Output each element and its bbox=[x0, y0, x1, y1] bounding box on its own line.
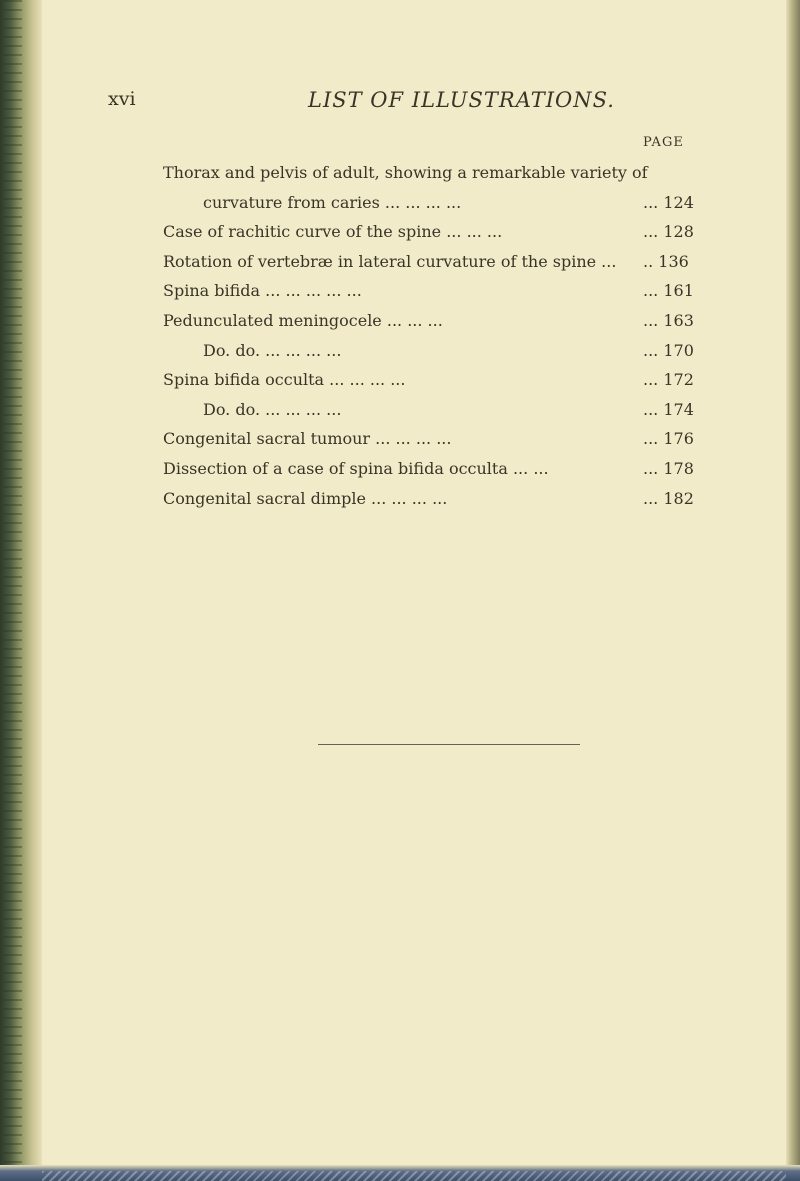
page-column-label: PAGE bbox=[643, 135, 684, 150]
list-item bbox=[0, 188, 800, 218]
entry-page: ... 172 bbox=[643, 370, 694, 390]
entry-title: Dissection of a case of spina bifida occulta ... ... bbox=[163, 458, 549, 478]
entry-title: Do. do. ... ... ... ... bbox=[203, 399, 342, 419]
entry-title: curvature from caries ... ... ... ... bbox=[203, 192, 462, 212]
list-item bbox=[0, 484, 800, 514]
bottom-edge-texture bbox=[42, 1171, 786, 1181]
list-item bbox=[0, 306, 800, 336]
entry-title: Do. do. ... ... ... ... bbox=[203, 340, 342, 360]
entry-page: ... 176 bbox=[643, 429, 694, 449]
entry-page: .. 136 bbox=[643, 251, 689, 271]
entry-title: Case of rachitic curve of the spine ... ... ... bbox=[163, 222, 503, 242]
list-item bbox=[0, 247, 800, 277]
entry-page: ... 161 bbox=[643, 281, 694, 301]
entry-page: ... 124 bbox=[643, 192, 694, 212]
entry-page: ... 174 bbox=[643, 399, 694, 419]
entry-page: ... 182 bbox=[643, 488, 694, 508]
entry-title: Rotation of vertebræ in lateral curvature of the spine ... bbox=[163, 251, 617, 271]
page-header bbox=[108, 88, 708, 118]
entry-title: Spina bifida ... ... ... ... ... bbox=[163, 281, 362, 301]
list-item bbox=[0, 424, 800, 454]
list-item bbox=[0, 454, 800, 484]
list-item bbox=[0, 276, 800, 306]
entry-page: ... 128 bbox=[643, 222, 694, 242]
list-item bbox=[0, 217, 800, 247]
running-title: LIST OF ILLUSTRATIONS. bbox=[308, 88, 615, 112]
illustrations-list bbox=[0, 158, 800, 513]
list-item bbox=[0, 395, 800, 425]
entry-title: Congenital sacral tumour ... ... ... ... bbox=[163, 429, 452, 449]
list-item bbox=[0, 336, 800, 366]
entry-page: ... 170 bbox=[643, 340, 694, 360]
entry-title: Spina bifida occulta ... ... ... ... bbox=[163, 370, 406, 390]
entry-title: Pedunculated meningocele ... ... ... bbox=[163, 310, 443, 330]
list-item bbox=[0, 158, 800, 188]
end-rule bbox=[318, 744, 580, 745]
entry-page: ... 178 bbox=[643, 458, 694, 478]
entry-title: Thorax and pelvis of adult, showing a remarkable variety of bbox=[163, 163, 648, 182]
entry-title: Congenital sacral dimple ... ... ... ... bbox=[163, 488, 448, 508]
entry-page: ... 163 bbox=[643, 310, 694, 330]
page-number: xvi bbox=[108, 88, 136, 110]
list-item bbox=[0, 365, 800, 395]
